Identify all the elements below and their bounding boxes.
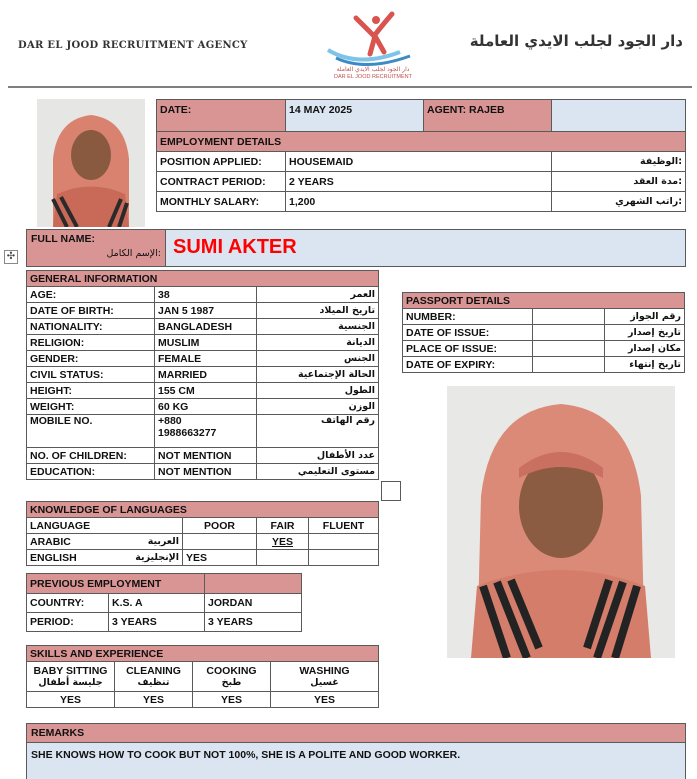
passport-label-ar: رقم الجواز bbox=[605, 309, 685, 325]
employment-details-title: EMPLOYMENT DETAILS bbox=[157, 132, 686, 152]
info-label-ar: عدد الأطفال bbox=[257, 448, 379, 464]
info-label: WEIGHT: bbox=[27, 399, 155, 415]
passport-value bbox=[533, 309, 605, 325]
mobile-line-2: 1988663277 bbox=[158, 427, 217, 439]
languages-title: KNOWLEDGE OF LANGUAGES bbox=[27, 502, 379, 518]
info-label-ar: الحالة الإجتماعية bbox=[257, 367, 379, 383]
logo-caption-en: DAR EL JOOD RECRUITMENT bbox=[333, 74, 413, 80]
agency-name-en: DAR EL JOOD RECRUITMENT AGENCY bbox=[18, 40, 248, 51]
remarks-title: REMARKS bbox=[27, 724, 685, 743]
monthly-salary-label: MONTHLY SALARY: bbox=[157, 192, 286, 212]
info-value: 60 KG bbox=[155, 399, 257, 415]
skill-cooking: COOKING طبخ bbox=[193, 662, 271, 692]
remarks-box bbox=[26, 723, 686, 779]
full-name-label-ar: الإسم الكامل: bbox=[106, 248, 161, 259]
skill-value: YES bbox=[115, 692, 193, 708]
language-name-ar: العربية bbox=[109, 534, 183, 550]
info-value: JAN 5 1987 bbox=[155, 303, 257, 319]
monthly-salary-value: 1,200 bbox=[286, 192, 552, 212]
passport-label-ar: تاريخ إصدار bbox=[605, 325, 685, 341]
info-value: NOT MENTION bbox=[155, 464, 257, 480]
skill-baby-sitting: BABY SITTING جليسة أطفال bbox=[27, 662, 115, 692]
date-label: DATE: bbox=[157, 100, 286, 132]
full-name-value: SUMI AKTER bbox=[173, 236, 297, 258]
fair-header: FAIR bbox=[257, 518, 309, 534]
skill-cleaning: CLEANING تنظيف bbox=[115, 662, 193, 692]
agent-label: AGENT: RAJEB bbox=[424, 100, 552, 132]
remarks-text: SHE KNOWS HOW TO COOK BUT NOT 100%, SHE IS A POLITE AND GOOD WORKER. bbox=[31, 749, 461, 761]
previous-value-2: 3 YEARS bbox=[205, 613, 302, 632]
info-label: HEIGHT: bbox=[27, 383, 155, 399]
info-value: 155 CM bbox=[155, 383, 257, 399]
mobile-label-ar: رقم الهاتف bbox=[257, 415, 379, 448]
applicant-photo-large bbox=[447, 386, 675, 658]
poor-header: POOR bbox=[183, 518, 257, 534]
info-label-ar: الديانة bbox=[257, 335, 379, 351]
info-value: BANGLADESH bbox=[155, 319, 257, 335]
info-label: EDUCATION: bbox=[27, 464, 155, 480]
passport-label-ar: تاريخ إنتهاء bbox=[605, 357, 685, 373]
previous-employment-table bbox=[26, 573, 302, 632]
languages-table bbox=[26, 501, 379, 566]
skill-value: YES bbox=[193, 692, 271, 708]
position-label: POSITION APPLIED: bbox=[157, 152, 286, 172]
agency-logo bbox=[318, 6, 428, 84]
logo-caption-ar: دار الجود لجلب الايدي العاملة bbox=[336, 66, 410, 73]
passport-label-ar: مكان إصدار bbox=[605, 341, 685, 357]
table-move-handle-icon[interactable]: ✣ bbox=[4, 250, 18, 264]
passport-value bbox=[533, 341, 605, 357]
info-label-ar: مستوى التعليمي bbox=[257, 464, 379, 480]
agency-name-ar: دار الجود لجلب الايدي العاملة bbox=[469, 32, 683, 50]
previous-value-1: K.S. A bbox=[109, 594, 205, 613]
info-label-ar: الجنسية bbox=[257, 319, 379, 335]
language-fair bbox=[257, 550, 309, 566]
mobile-line-1: +880 bbox=[158, 415, 182, 427]
contract-period-label: CONTRACT PERIOD: bbox=[157, 172, 286, 192]
skills-title: SKILLS AND EXPERIENCE bbox=[27, 646, 379, 662]
previous-employment-title: PREVIOUS EMPLOYMENT bbox=[27, 574, 205, 594]
language-fluent bbox=[309, 550, 379, 566]
full-name-label-cell bbox=[27, 230, 166, 266]
previous-value-1: 3 YEARS bbox=[109, 613, 205, 632]
info-label: CIVIL STATUS: bbox=[27, 367, 155, 383]
mobile-value bbox=[155, 415, 257, 448]
info-label: RELIGION: bbox=[27, 335, 155, 351]
info-label: AGE: bbox=[27, 287, 155, 303]
language-poor: YES bbox=[183, 550, 257, 566]
full-name-row bbox=[26, 229, 686, 267]
agent-value bbox=[552, 100, 686, 132]
skills-table bbox=[26, 645, 379, 708]
info-label-ar: الوزن bbox=[257, 399, 379, 415]
skill-value: YES bbox=[27, 692, 115, 708]
info-value: MUSLIM bbox=[155, 335, 257, 351]
info-label: GENDER: bbox=[27, 351, 155, 367]
previous-label: COUNTRY: bbox=[27, 594, 109, 613]
info-label-ar: الطول bbox=[257, 383, 379, 399]
info-label-ar: الجنس bbox=[257, 351, 379, 367]
date-value: 14 MAY 2025 bbox=[286, 100, 424, 132]
contract-period-label-ar: مدة العقد: bbox=[552, 172, 686, 192]
general-info-table bbox=[26, 270, 379, 480]
language-name: ENGLISH bbox=[27, 550, 109, 566]
position-label-ar: الوظيفة: bbox=[552, 152, 686, 172]
passport-label: PLACE OF ISSUE: bbox=[403, 341, 533, 357]
previous-employment-title-cell bbox=[205, 574, 302, 594]
position-value: HOUSEMAID bbox=[286, 152, 552, 172]
info-value: 38 bbox=[155, 287, 257, 303]
language-fair: YES bbox=[257, 534, 309, 550]
passport-label: DATE OF EXPIRY: bbox=[403, 357, 533, 373]
passport-label: NUMBER: bbox=[403, 309, 533, 325]
info-value: MARRIED bbox=[155, 367, 257, 383]
employment-table bbox=[156, 99, 686, 212]
info-label-ar: تاريخ الميلاد bbox=[257, 303, 379, 319]
passport-value bbox=[533, 325, 605, 341]
info-label: NO. OF CHILDREN: bbox=[27, 448, 155, 464]
language-name: ARABIC bbox=[27, 534, 109, 550]
passport-title: PASSPORT DETAILS bbox=[403, 293, 685, 309]
skill-value: YES bbox=[271, 692, 379, 708]
contract-period-value: 2 YEARS bbox=[286, 172, 552, 192]
info-label: NATIONALITY: bbox=[27, 319, 155, 335]
general-info-title: GENERAL INFORMATION bbox=[27, 271, 379, 287]
language-poor bbox=[183, 534, 257, 550]
full-name-label: FULL NAME: bbox=[31, 233, 95, 245]
previous-value-2: JORDAN bbox=[205, 594, 302, 613]
mobile-label: MOBILE NO. bbox=[27, 415, 155, 448]
language-header: LANGUAGE bbox=[27, 518, 183, 534]
applicant-photo-small bbox=[37, 99, 145, 227]
info-value: NOT MENTION bbox=[155, 448, 257, 464]
skill-washing: WASHING غسيل bbox=[271, 662, 379, 692]
monthly-salary-label-ar: راتب الشهري: bbox=[552, 192, 686, 212]
passport-value bbox=[533, 357, 605, 373]
previous-label: PERIOD: bbox=[27, 613, 109, 632]
passport-table bbox=[402, 292, 685, 373]
language-name-ar: الإنجليزية bbox=[109, 550, 183, 566]
empty-box bbox=[381, 481, 401, 501]
info-label: DATE OF BIRTH: bbox=[27, 303, 155, 319]
info-label-ar: العمر bbox=[257, 287, 379, 303]
info-value: FEMALE bbox=[155, 351, 257, 367]
header-divider bbox=[8, 86, 692, 88]
fluent-header: FLUENT bbox=[309, 518, 379, 534]
passport-label: DATE OF ISSUE: bbox=[403, 325, 533, 341]
language-fluent bbox=[309, 534, 379, 550]
